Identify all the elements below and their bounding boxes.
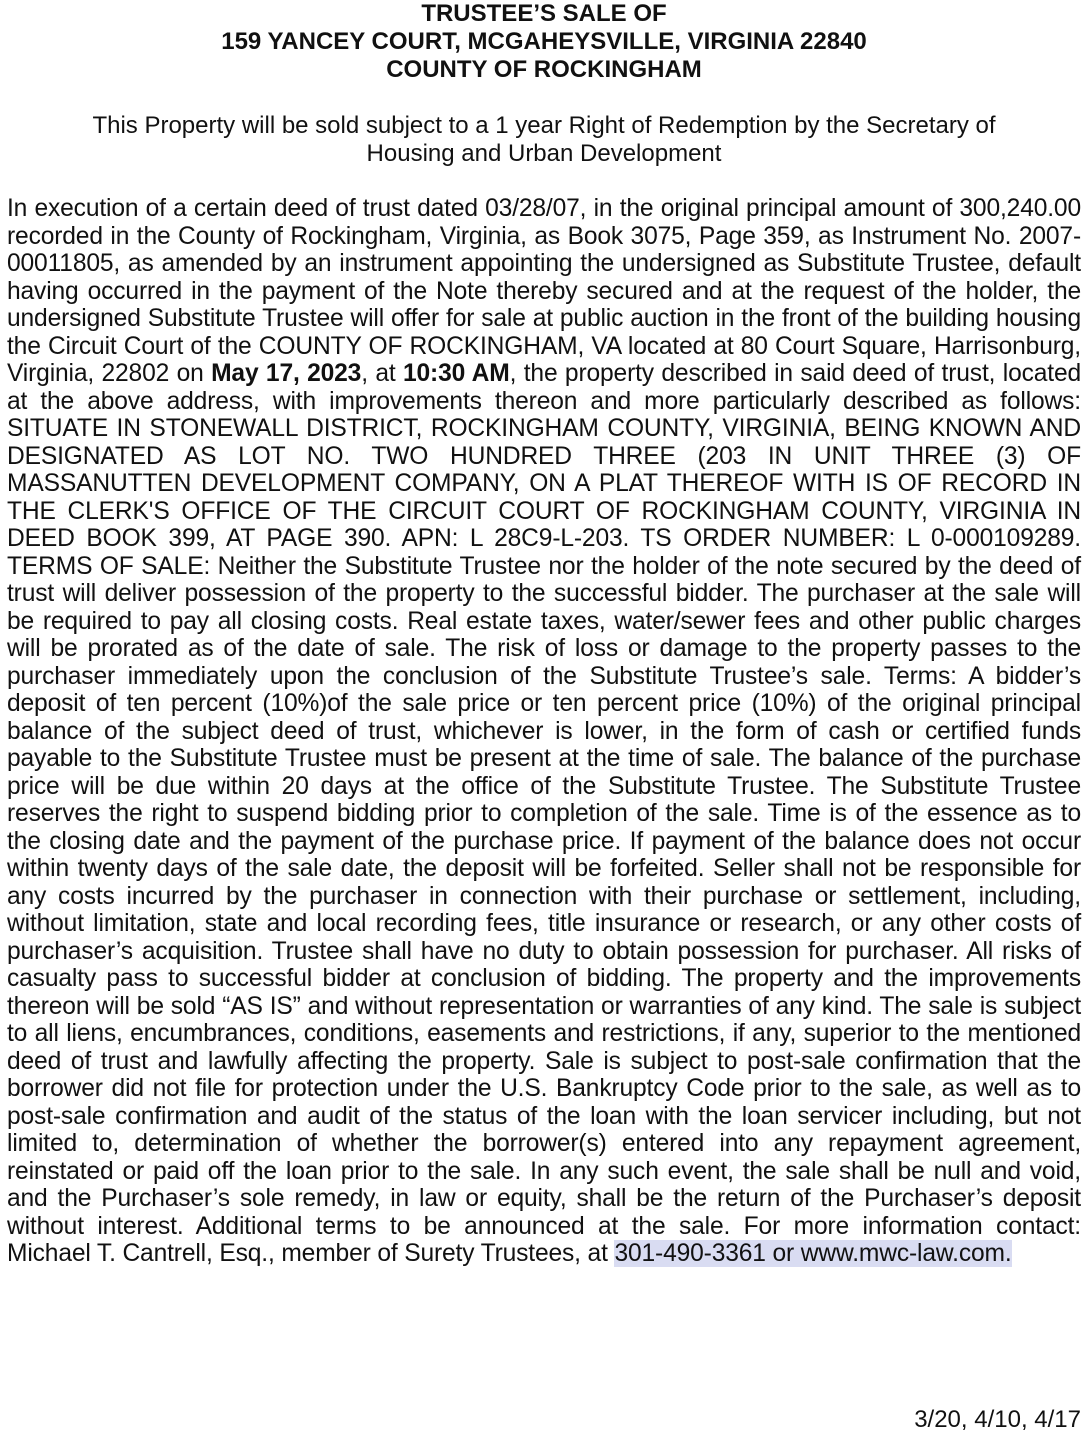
- heading-county: COUNTY OF ROCKINGHAM: [386, 56, 702, 83]
- sale-time: 10:30 AM: [402, 360, 510, 387]
- notice-heading: [7, 0, 1081, 84]
- body-text-part-3: , the property described in said deed of trust, located at the above address, with improvements thereon and more particularly described as follows: SITUATE IN STONEWALL DISTRICT, ROCKINGHAM COUNTY, VIRGINIA, BEING KNOWN AND DESIGNATED AS LOT NO. TWO HUNDRED THREE (203 IN UNIT THREE (3) OF MASSANUTTEN DEVELOPMENT COMPANY, ON A PLAT THEREOF WITH IS OF RECORD IN THE CLERK'S OFFICE OF THE CIRCUIT COURT OF ROCKINGHAM COUNTY, VIRGINIA IN DEED BOOK 399, AT PAGE 390. APN: L 28C9-L-203. TS ORDER NUMBER: L 0-000109289. TERMS OF SALE: Neither the Substitute Trustee nor the holder of the note secured by the deed of trust will deliver possession of the property to the successful bidder. The purchaser at the sale will be required to pay all closing costs. Real estate taxes, water/sewer fees and other public charges will be prorated as of the date of sale. The risk of loss or damage to the property passes to the purchaser immediately upon the conclusion of the Substitute Trustee’s sale. Terms: A bidder’s deposit of ten percent (10%)of the sale price or ten percent price (10%) of the original principal balance of the subject deed of trust, whichever is lower, in the form of cash or certified funds payable to the Substitute Trustee must be present at the time of sale. The balance of the purchase price will be due within 20 days at the office of the Substitute Trustee. The Substitute Trustee reserves the right to suspend bidding prior to completion of the sale. Time is of the essence as to the closing date and the payment of the purchase price. If payment of the balance does not occur within twenty days of the sale date, the deposit will be forfeited. Seller shall not be responsible for any costs incurred by the purchaser in connection with their purchase or settlement, including, without limitation, state and local recording fees, title insurance or research, or any other costs of purchaser’s acquisition. Trustee shall have no duty to obtain possession for purchaser. All risks of casualty pass to successful bidder at conclusion of bidding. The property and the improvements thereon will be sold “AS IS” and without representation or warranties of any kind. The sale is subject to all liens, encumbrances, conditions, easements and restrictions, if any, superior to the mentioned deed of trust and lawfully affecting the property. Sale is subject to post-sale confirmation that the borrower did not file for protection under the U.S. Bankruptcy Code prior to the sale, as well as to post-sale confirmation and audit of the status of the loan with the loan servicer including, but not limited to, determination of whether the borrower(s) entered into any repayment agreement, reinstated or paid off the loan prior to the sale. In any such event, the sale shall be null and void, and the Purchaser’s sole remedy, in law or equity, shall be the return of the Purchaser’s deposit without interest. Additional terms to be announced at the sale. For more information contact: Michael T. Cantrell, Esq., member of Surety Trustees, at: [7, 360, 1082, 1267]
- contact-info-link[interactable]: 301-490-3361 or www.mwc-law.com.: [614, 1240, 1012, 1267]
- redemption-notice: [7, 112, 1081, 168]
- redemption-line-1: This Property will be sold subject to a 1 year Right of Redemption by the Secretary of: [92, 112, 996, 139]
- heading-title: TRUSTEE’S SALE OF: [421, 0, 667, 27]
- body-text-part-2: , at: [361, 360, 403, 387]
- body-text-part-1: In execution of a certain deed of trust dated 03/28/07, in the original principal amount of 300,240.00 recorded in the County of Rockingham, Virginia, as Book 3075, Page 359, as Instrument No. 2007-00011805, as amended by an instrument appointing the undersigned as Substitute Trustee, default having occurred in the payment of the Note thereby secured and at the request of the holder, the undersigned Substitute Trustee will offer for sale at public auction in the front of the building housing the Circuit Court of the COUNTY OF ROCKINGHAM, VA located at 80 Court Square, Harrisonburg, Virginia, 22802 on: [7, 195, 1081, 387]
- redemption-line-2: Housing and Urban Development: [366, 140, 722, 167]
- sale-date: May 17, 2023: [211, 360, 362, 387]
- heading-address: 159 YANCEY COURT, MCGAHEYSVILLE, VIRGINIA 22840: [221, 28, 867, 55]
- notice-body: [7, 195, 1081, 1268]
- publication-dates: 3/20, 4/10, 4/17: [914, 1406, 1081, 1433]
